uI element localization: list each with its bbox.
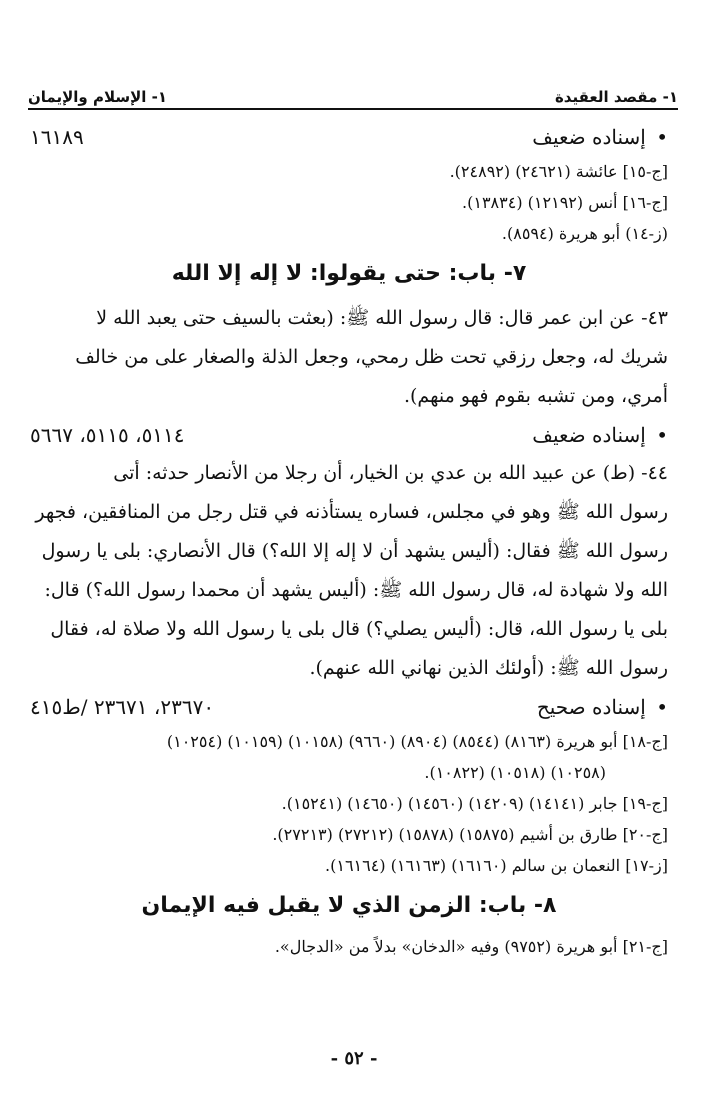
grade-row: [30, 118, 668, 156]
hadith-line: بلى يا رسول الله، قال: (أليس يصلي؟) قال بلى يا رسول الله ولا صلاة له، فقال: [50, 618, 668, 640]
hadith-line: ٤٣- عن ابن عمر قال: قال رسول الله ﷺ: (بعثت بالسيف حتى يعبد الله لا: [96, 307, 668, 329]
reference-line: [ج-٢٠] طارق بن أشيم (١٥٨٧٥) (١٥٨٧٨) (٢٧٢١٢) (٢٧٢١٣).: [272, 825, 668, 844]
grade-refs: ٥١١٤، ٥١١٥، ٥٦٦٧: [30, 423, 185, 447]
header-chapter-title: ١- الإسلام والإيمان: [28, 88, 168, 106]
grade-row: [30, 688, 668, 726]
reference-line: [ج-١٥] عائشة (٢٤٦٢١) (٢٤٨٩٢).: [449, 162, 668, 181]
bullet-icon: •: [656, 125, 668, 149]
hadith-44: [30, 454, 668, 688]
hadith-line: أمري، ومن تشبه بقوم فهو منهم).: [403, 385, 668, 407]
reference-line: (ز-١٤) أبو هريرة (٨٥٩٤).: [501, 224, 668, 243]
grade-text: إسناده ضعيف: [532, 423, 646, 447]
reference-line: [ج-١٨] أبو هريرة (٨١٦٣) (٨٥٤٤) (٨٩٠٤) (٩٦٦٠) (١٠١٥٨) (١٠١٥٩) (١٠٢٥٤): [166, 732, 668, 751]
grade-refs: ١٦١٨٩: [30, 125, 84, 149]
reference-line: (١٠٢٥٨) (١٠٥١٨) (١٠٨٢٢).: [424, 763, 606, 782]
hadith-line: الله ولا شهادة له، قال رسول الله ﷺ: (أليس يشهد أن محمدا رسول الله؟) قال:: [44, 579, 668, 601]
hadith-line: شريك له، وجعل رزقي تحت ظل رمحي، وجعل الذلة والصغار على من خالف: [75, 346, 668, 368]
bullet-icon: •: [656, 423, 668, 447]
reference-line: [ز-١٧] النعمان بن سالم (١٦١٦٠) (١٦١٦٣) (١٦١٦٤).: [325, 856, 668, 875]
hadith-43: [30, 299, 668, 416]
reference-line: [ج-١٦] أنس (١٢١٩٢) (١٣٨٣٤).: [462, 193, 668, 212]
chapter-heading: ٨- باب: الزمن الذي لا يقبل فيه الإيمان: [141, 893, 557, 918]
chapter-heading: ٧- باب: حتى يقولوا: لا إله إلا الله: [171, 261, 527, 286]
header-section-title: ١- مقصد العقيدة: [554, 88, 678, 106]
page-number: - ٥٢ -: [330, 1048, 378, 1069]
hadith-line: رسول الله ﷺ وهو في مجلس، فساره يستأذنه في قتل رجل من المنافقين، فجهر: [35, 501, 668, 523]
hadith-line: ٤٤- (ط) عن عبيد الله بن عدي بن الخيار، أن رجلا من الأنصار حدثه: أتى: [113, 462, 668, 484]
grade-refs: ٢٣٦٧٠، ٢٣٦٧١ /ط٤١٥: [30, 695, 215, 719]
reference-line: [ج-٢١] أبو هريرة (٩٧٥٢) وفيه «الدخان» بدلاً من «الدجال».: [274, 937, 668, 956]
running-header: [28, 78, 678, 106]
grade-text-container: [532, 118, 668, 156]
hadith-line: رسول الله ﷺ: (أولئك الذين نهاني الله عنهم).: [309, 657, 668, 679]
bullet-icon: •: [656, 695, 668, 719]
grade-text: إسناده ضعيف: [532, 125, 646, 149]
grade-text: إسناده صحيح: [536, 695, 646, 719]
hadith-line: رسول الله ﷺ فقال: (أليس يشهد أن لا إله إلا الله؟) قال الأنصاري: بلى يا رسول: [41, 540, 668, 562]
page-body: [30, 118, 668, 962]
header-divider: [28, 108, 678, 110]
grade-row: [30, 416, 668, 454]
reference-line: [ج-١٩] جابر (١٤١٤١) (١٤٢٠٩) (١٤٥٦٠) (١٤٦٥٠) (١٥٢٤١).: [281, 794, 668, 813]
grade-text-container: [532, 416, 668, 454]
grade-text-container: [537, 688, 668, 726]
